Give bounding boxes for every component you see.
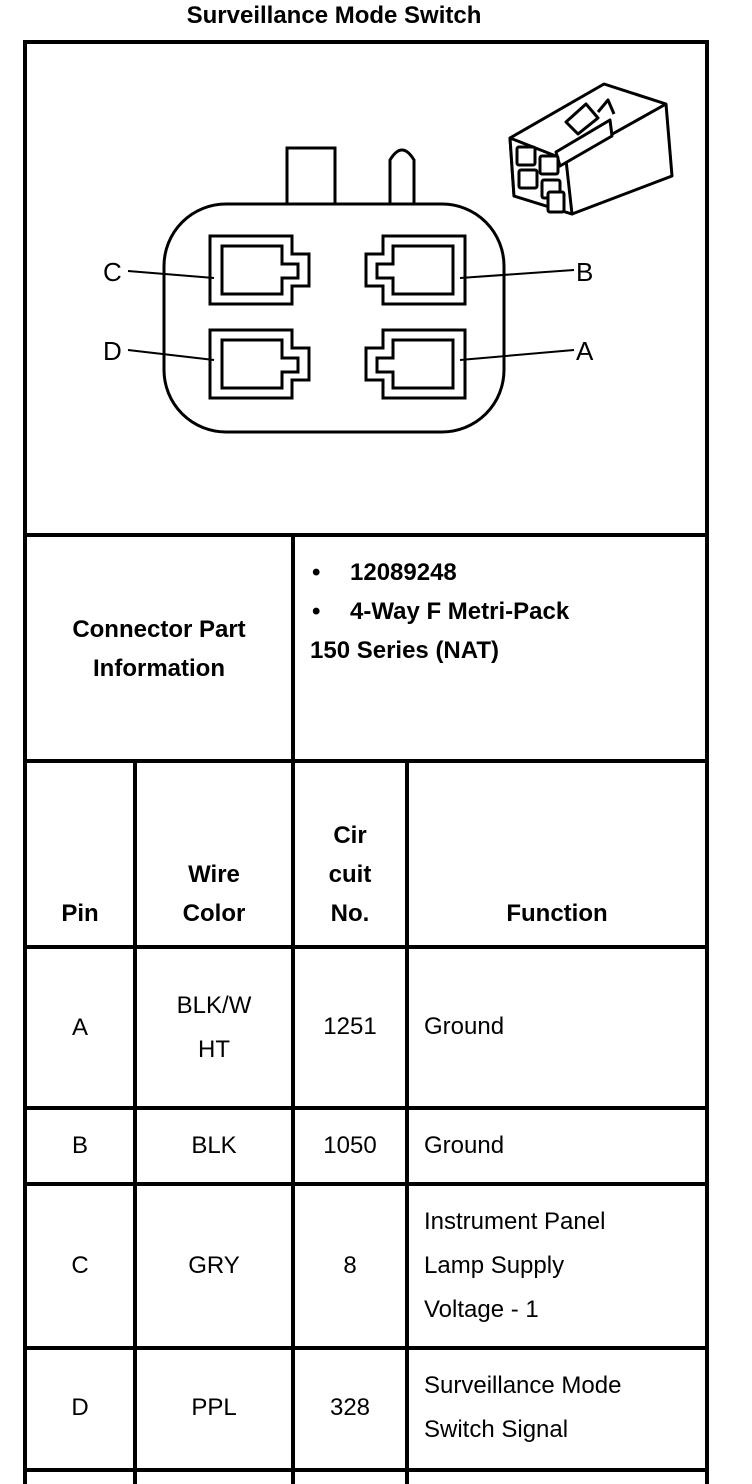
pin-label-b: B xyxy=(576,257,594,287)
header-pin xyxy=(27,763,133,933)
pin-label-d: D xyxy=(103,336,122,366)
row-c-function xyxy=(424,1186,705,1346)
connector-description-item xyxy=(310,592,569,631)
connector-description-line2: 150 Series (NAT) xyxy=(310,637,499,664)
row-c-function-line1: Instrument Panel xyxy=(424,1208,606,1235)
header-function xyxy=(409,763,705,933)
connector-info-label-line2: Information xyxy=(93,655,225,682)
row-d-function xyxy=(424,1350,705,1466)
connector-info-label-line1: Connector Part xyxy=(72,616,246,643)
pin-label-a: A xyxy=(576,336,594,366)
row-c-function-line2: Lamp Supply xyxy=(424,1252,565,1279)
connector-info-details xyxy=(310,553,569,670)
connector-face-diagram xyxy=(27,44,705,534)
row-b-circuit: 1050 xyxy=(323,1132,377,1159)
connector-isometric-icon xyxy=(510,84,672,214)
row-a-wire-color xyxy=(137,949,291,1107)
housing-key-post xyxy=(390,150,414,206)
header-circuit-line1: Cir xyxy=(333,822,367,849)
row-d-pin: D xyxy=(71,1394,89,1421)
connector-part-number-item xyxy=(310,553,569,592)
row-c-function-line3: Voltage - 1 xyxy=(424,1296,539,1323)
header-wire-line1: Wire xyxy=(188,861,240,888)
row-a-pin: A xyxy=(71,1014,88,1041)
row-b-wire-color: BLK xyxy=(191,1132,237,1159)
row-d-circuit: 328 xyxy=(329,1394,371,1421)
housing-latch-tab xyxy=(287,148,335,206)
header-circuit-line3: No. xyxy=(330,900,370,927)
bullet-glyph: • xyxy=(312,598,321,625)
row-a-wire-line1: BLK/W xyxy=(176,992,252,1019)
row-d-function-line2: Switch Signal xyxy=(424,1416,569,1443)
pin-label-c: C xyxy=(103,257,122,287)
connector-info-label xyxy=(27,537,291,761)
page-title: Surveillance Mode Switch xyxy=(186,2,482,29)
header-circuit-line2: cuit xyxy=(328,861,372,888)
row-c-wire-color: GRY xyxy=(188,1252,240,1279)
bullet-glyph: • xyxy=(312,559,321,586)
header-pin-label: Pin xyxy=(61,900,99,927)
header-circuit-no xyxy=(295,763,405,933)
connector-description-line1: 4-Way F Metri-Pack xyxy=(350,598,570,625)
row-a-function xyxy=(424,949,705,1107)
row-b-pin: B xyxy=(71,1132,88,1159)
row-a-circuit: 1251 xyxy=(323,1013,377,1040)
header-function-label: Function xyxy=(506,900,608,927)
connector-part-number: 12089248 xyxy=(350,559,457,586)
connector-info-divider xyxy=(291,533,295,761)
row-c-circuit: 8 xyxy=(343,1252,357,1279)
row-a-function-line1: Ground xyxy=(424,1013,505,1040)
row-d-function-line1: Surveillance Mode xyxy=(424,1372,622,1399)
row-divider-d xyxy=(23,1468,709,1472)
row-b-function: Ground xyxy=(424,1132,505,1159)
header-wire-color xyxy=(137,763,291,933)
row-c-pin: C xyxy=(71,1252,89,1279)
row-a-wire-line2: HT xyxy=(198,1036,230,1063)
row-d-wire-color: PPL xyxy=(191,1394,237,1421)
header-wire-line2: Color xyxy=(182,900,246,927)
